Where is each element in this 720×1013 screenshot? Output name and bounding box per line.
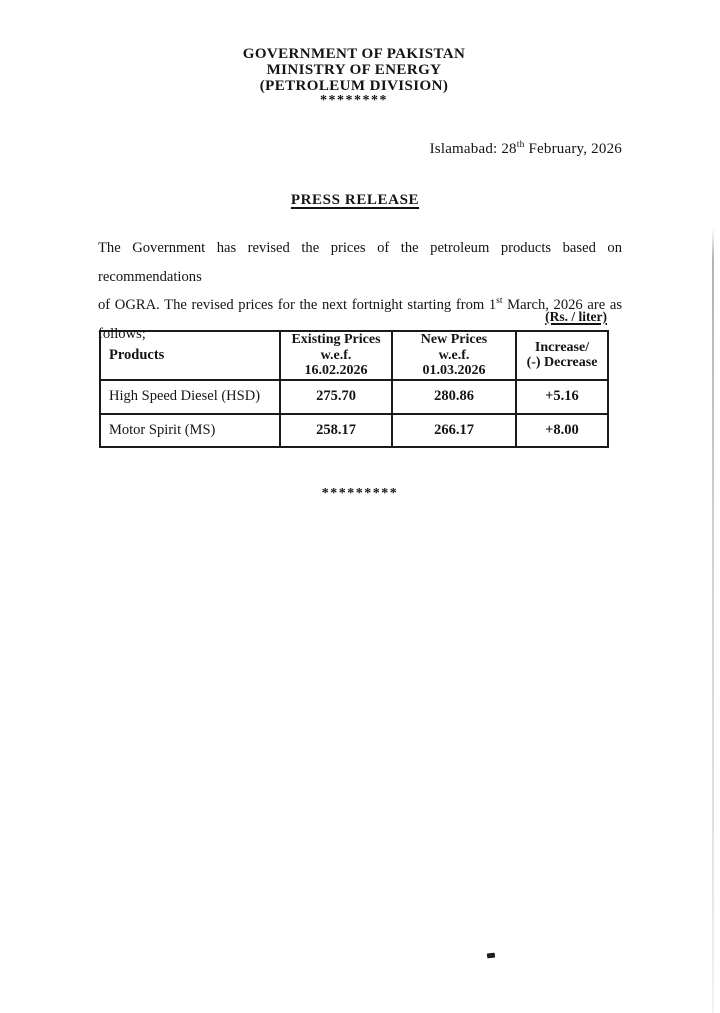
dateline-suffix: February, 2026 — [524, 141, 622, 157]
change-label-decrease: (-) Decrease — [526, 355, 598, 371]
letterhead — [0, 46, 708, 107]
new-prices-label: New Prices — [420, 332, 488, 347]
table-row-ms — [100, 414, 608, 447]
column-header-existing-prices — [280, 331, 392, 380]
existing-prices-date: 16.02.2026 — [304, 363, 368, 378]
change-value: +5.16 — [516, 380, 608, 414]
existing-prices-label: Existing Prices — [291, 332, 381, 347]
body-line-2-text: of OGRA. The revised prices for the next fortnight starting from 1 — [98, 297, 497, 313]
press-release-title: PRESS RELEASE — [290, 192, 420, 208]
new-prices-date: 01.03.2026 — [422, 363, 486, 378]
table-row-hsd — [100, 380, 608, 414]
column-header-products — [100, 331, 280, 380]
body-line-2-tail: March, 2026 are as — [502, 297, 622, 313]
product-name: Motor Spirit (MS) — [100, 414, 280, 447]
price-table — [99, 330, 609, 448]
body-line-2-ordinal-suffix: st — [496, 296, 503, 307]
scan-edge-artifact — [712, 228, 714, 1013]
dateline-ordinal-suffix: th — [516, 140, 525, 150]
existing-prices-wef: w.e.f. — [320, 347, 352, 363]
footer-stars-separator: ********* — [321, 486, 399, 501]
dateline-prefix: Islamabad: 28 — [429, 141, 517, 157]
ink-smudge-artifact — [487, 953, 495, 959]
dateline — [430, 141, 622, 158]
letterhead-division: (PETROLEUM DIVISION) — [259, 78, 449, 94]
body-paragraph-line-2 — [98, 291, 622, 320]
table-header-row — [100, 331, 608, 380]
letterhead-government: GOVERNMENT OF PAKISTAN — [242, 46, 466, 62]
body-paragraph-line-1: The Government has revised the prices of the petroleum products based on recommendations — [98, 240, 622, 285]
new-price-value: 266.17 — [392, 414, 516, 447]
product-name: High Speed Diesel (HSD) — [100, 380, 280, 414]
new-price-value: 280.86 — [392, 380, 516, 414]
column-header-new-prices — [392, 331, 516, 380]
new-prices-wef: w.e.f. — [438, 347, 470, 363]
body-paragraph-line-3: follows; — [98, 325, 146, 342]
unit-label: (Rs. / liter) — [545, 309, 607, 324]
column-header-products-label: Products — [109, 346, 165, 363]
existing-price-value: 258.17 — [280, 414, 392, 447]
letterhead-ministry: MINISTRY OF ENERGY — [266, 62, 442, 78]
existing-price-value: 275.70 — [280, 380, 392, 414]
column-header-change — [516, 331, 608, 380]
change-label-increase: Increase/ — [534, 339, 590, 355]
letterhead-stars-separator: ******** — [320, 93, 388, 108]
change-value: +8.00 — [516, 414, 608, 447]
